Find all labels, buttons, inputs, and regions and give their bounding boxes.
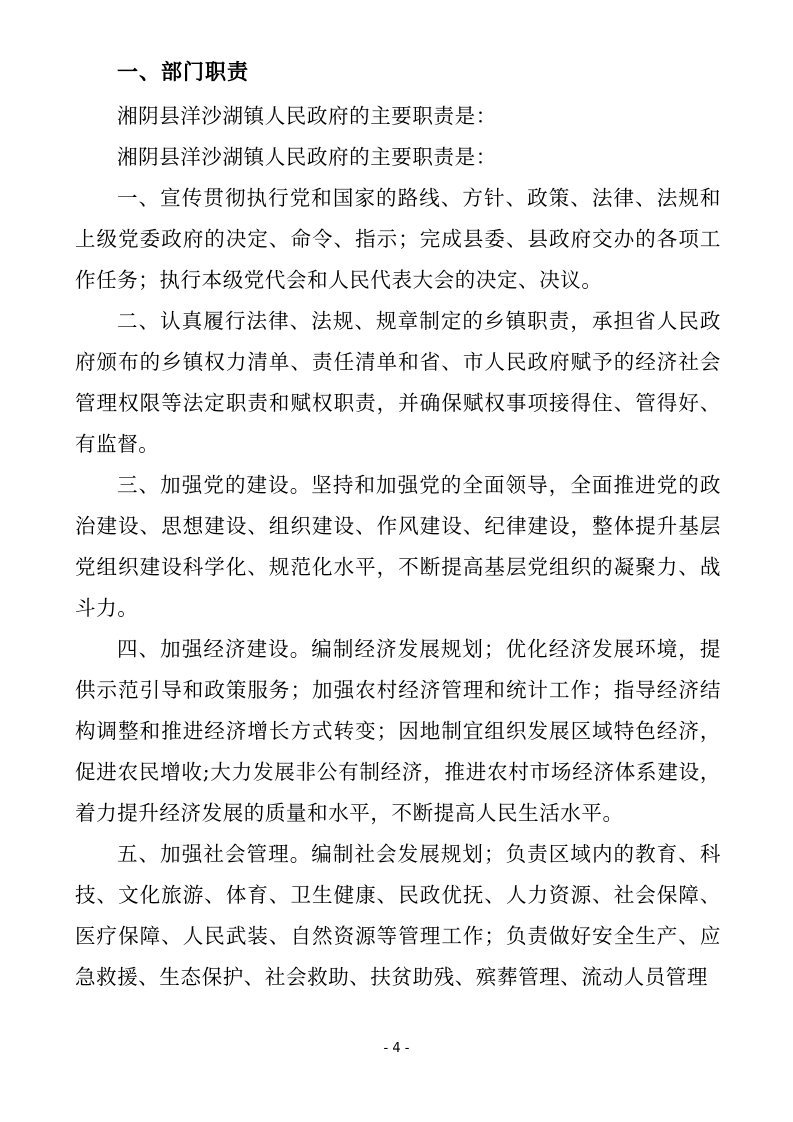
duty-paragraph-4: 四、加强经济建设。编制经济发展规划；优化经济发展环境，提供示范引导和政策服务；加强农村经济管理和统计工作；指导经济结构调整和推进经济增长方式转变；因地制宜组织发展区域特色经济，促进农民增收;大力发展非公有制经济，推进农村市场经济体系建设，着力提升经济发展的质量和水平，不断提高人民生活水平。 bbox=[75, 637, 721, 825]
intro-line bbox=[117, 96, 721, 137]
page-number: - 4 - bbox=[383, 1041, 410, 1056]
duty-paragraph-2: 二、认真履行法律、法规、规章制定的乡镇职责，承担省人民政府颁布的乡镇权力清单、责任清单和省、市人民政府赋予的经济社会管理权限等法定职责和赋权职责，并确保赋权事项接得住、管得好、有监督。 bbox=[75, 309, 721, 456]
intro-line bbox=[117, 137, 721, 178]
duty-paragraph-5: 五、加强社会管理。编制社会发展规划；负责区域内的教育、科技、文化旅游、体育、卫生健康、民政优抚、人力资源、社会保障、医疗保障、人民武装、自然资源等管理工作；负责做好安全生产、应急救援、生态保护、社会救助、扶贫助残、殡葬管理、流动人员管理 bbox=[75, 842, 721, 989]
intro-line-text: 湘阴县洋沙湖镇人民政府的主要职责是： bbox=[117, 104, 497, 128]
intro-line-text: 湘阴县洋沙湖镇人民政府的主要职责是： bbox=[117, 145, 497, 169]
duty-paragraph-3: 三、加强党的建设。坚持和加强党的全面领导，全面推进党的政治建设、思想建设、组织建设、作风建设、纪律建设，整体提升基层党组织建设科学化、规范化水平，不断提高基层党组织的凝聚力、战斗力。 bbox=[75, 473, 721, 620]
duty-paragraph-1: 一、宣传贯彻执行党和国家的路线、方针、政策、法律、法规和上级党委政府的决定、命令、指示；完成县委、县政府交办的各项工作任务；执行本级党代会和人民代表大会的决定、决议。 bbox=[75, 186, 721, 292]
section-heading: 一、部门职责 bbox=[117, 60, 249, 84]
document-body bbox=[75, 96, 721, 998]
